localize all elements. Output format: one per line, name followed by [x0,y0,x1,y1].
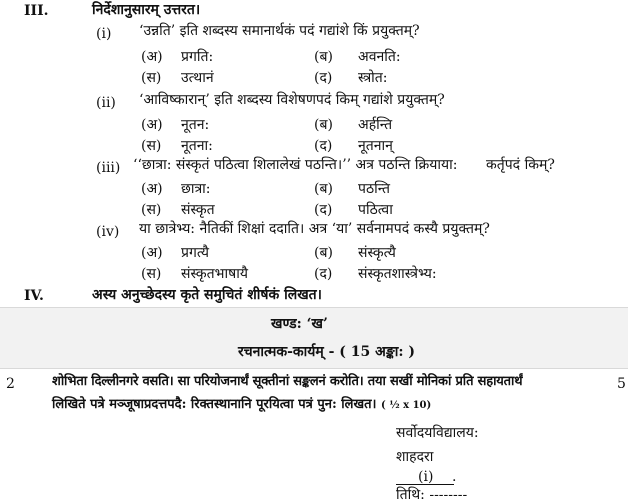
option-text: प्रगत्यै [181,245,210,261]
question-number: (iv) [96,224,120,240]
letter-place: शाहदरा [396,449,434,465]
option-text: अर्हन्ति [358,117,393,133]
option-text: अवनति: [358,49,401,65]
section-number: IV. [24,288,44,304]
option-label: (द) [314,138,333,154]
question-line [52,398,431,411]
letter-date: तिथि: -------- [396,487,468,503]
option-label: (ब) [314,117,333,133]
option-text: संस्कृतभाषायै [181,266,248,282]
question-number: (i) [96,26,112,42]
option-label: (स) [141,70,162,86]
option-text: नूतना: [181,138,213,154]
divider [0,307,628,308]
option-label: (अ) [141,245,163,261]
option-label: (ब) [314,181,333,197]
question-marks: 5 [617,376,626,392]
option-label: (अ) [141,49,163,65]
question-number: 2 [6,376,15,392]
option-text: पठित्वा [358,202,393,218]
question-text: या छात्रेभ्य: नैतिकीं शिक्षां ददाति। अत्र ‘या’ सर्वनामपदं कस्यै प्रयुक्तम्? [139,221,490,237]
option-label: (स) [141,202,162,218]
marks-note: ( ½ x 10) [381,400,432,411]
option-label: (द) [314,266,333,282]
option-label: (अ) [141,117,163,133]
option-label: (स) [141,138,162,154]
letter-blank: (i) . [396,470,454,485]
option-text: संस्कृत [181,202,215,218]
option-text: संस्कृतशास्त्रेभ्य: [358,266,437,282]
question-text: ‘उन्नति’ इति शब्दस्य समानार्थकं पदं गद्यांशे किं प्रयुक्तम्? [139,23,420,39]
option-label: (द) [314,70,333,86]
question-text: ‘‘छात्रा: संस्कृतं पठित्वा शिलालेखं पठन्ति।’’ अत्र पठन्ति क्रियाया: [133,157,458,173]
option-text: नूतन: [181,117,210,133]
option-label: (ब) [314,49,333,65]
section-instruction: निर्देशानुसारम् उत्तरत। [92,2,201,18]
option-text: संस्कृत्यै [358,245,396,261]
question-number: (ii) [96,95,116,111]
option-text: नूतनान् [358,138,393,154]
question-number: (iii) [96,160,121,176]
letter-school: सर्वोदयविद्यालय: [396,425,479,441]
option-label: (स) [141,266,162,282]
option-text: प्रगति: [181,49,214,65]
section-number: III. [24,3,49,19]
option-label: (द) [314,202,333,218]
question-text: ‘आविष्कारान्’ इति शब्दस्य विशेषणपदं किम् गद्यांशे प्रयुक्तम्? [139,92,445,108]
blank-label: (i) [418,469,434,485]
option-label: (अ) [141,181,163,197]
section-text: अस्य अनुच्छेदस्य कृते समुचितं शीर्षकं लिखत। [92,287,322,303]
option-text: उत्थानं [181,70,214,86]
question-line-text: लिखिते पत्रे मञ्जूषाप्रदत्तपदै: रिक्तस्थानानि पूरयित्वा पत्रं पुन: लिखत। [52,397,377,412]
option-text: स्त्रोत: [358,70,388,86]
khand-subtitle: रचनात्मक-कार्यम् - ( 15 अङ्का: ) [238,344,416,360]
option-text: पठन्ति [358,181,391,197]
question-text-extra: कर्तृपदं किम्? [486,157,555,173]
question-line: शोभिता दिल्लीनगरे वसति। सा परियोजनार्थं सूक्तीनां सङ्कलनं करोति। तया सखीं मोनिकां प्रति सहायतार्थं [52,374,523,389]
khand-title: खण्ड: ‘ख’ [271,316,328,332]
option-text: छात्रा: [181,181,211,197]
divider [0,368,628,369]
option-label: (ब) [314,245,333,261]
